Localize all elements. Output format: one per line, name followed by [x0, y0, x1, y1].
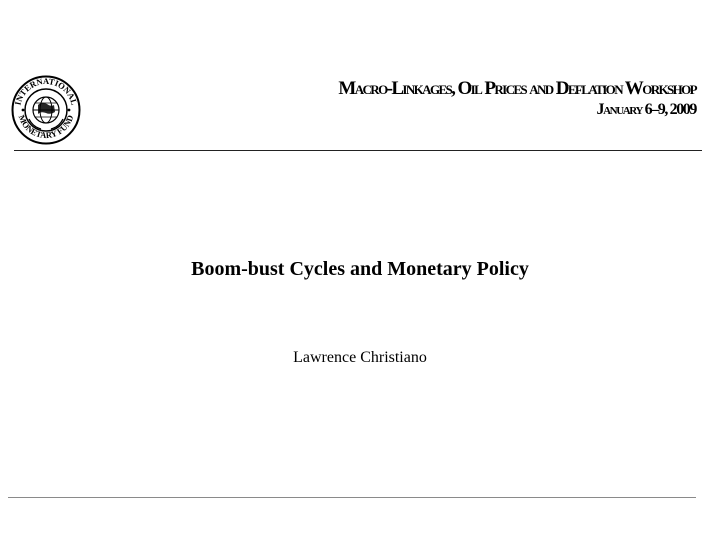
workshop-date: January 6–9, 2009 — [596, 101, 696, 118]
workshop-title: Macro-Linkages, Oil Prices and Deflation Workshop — [338, 78, 696, 99]
seal-ring-text-bottom: MONETARY FUND — [16, 113, 76, 141]
svg-text:INTERNATIONAL — [13, 76, 80, 106]
slide-title: Boom-bust Cycles and Monetary Policy — [191, 258, 529, 280]
seal-ring-text-top: INTERNATIONAL — [12, 75, 80, 107]
imf-seal-icon — [11, 75, 81, 145]
header-divider — [14, 150, 702, 151]
footer-divider — [8, 497, 696, 498]
slide-author: Lawrence Christiano — [293, 349, 427, 366]
